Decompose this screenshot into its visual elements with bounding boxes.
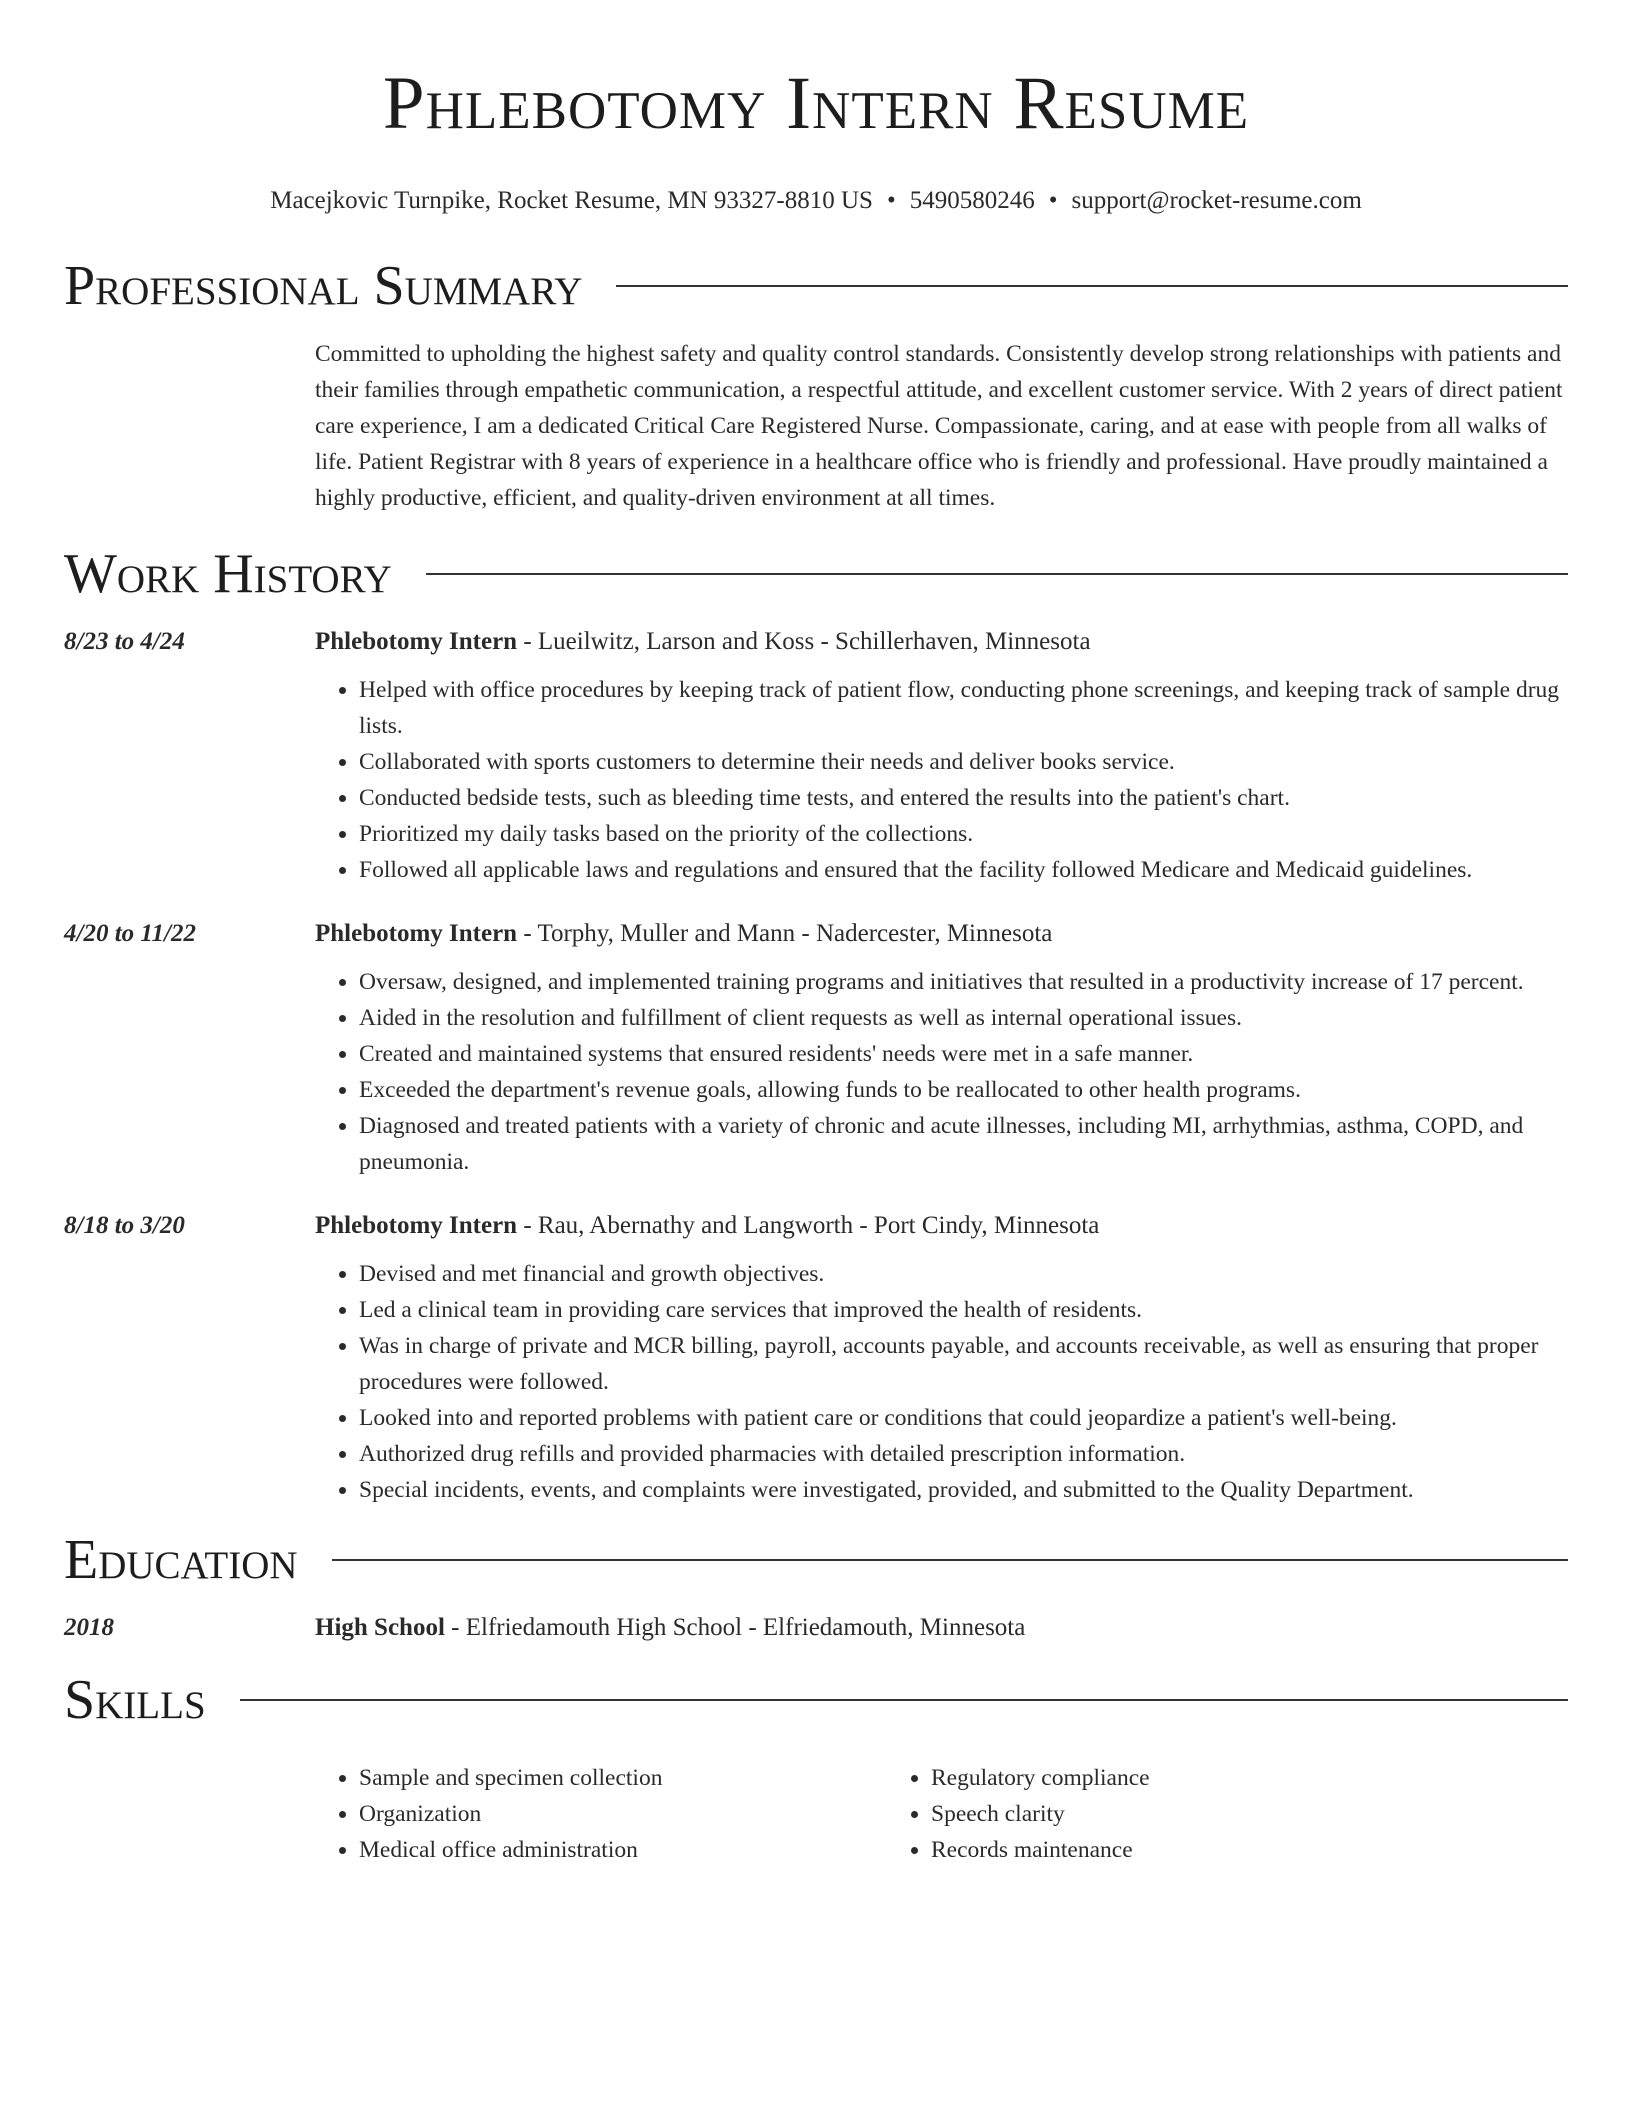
job-bullet: • Conducted bedside tests, such as bleeding time tests, and entered the results into the patient's chart. xyxy=(359,780,1568,816)
job-dates: 8/23 to 4/24 xyxy=(64,628,185,655)
job-entry xyxy=(64,920,1568,1180)
job-bullet: • Looked into and reported problems with patient care or conditions that could jeopardize a patient's well-being. xyxy=(359,1400,1568,1436)
contact-separator: • xyxy=(1048,187,1058,214)
work-section-header xyxy=(64,542,1568,606)
skill-item: • Organization xyxy=(359,1796,887,1832)
job-dates: 4/20 to 11/22 xyxy=(64,920,196,947)
job-header xyxy=(64,628,1568,656)
job-bullet: • Aided in the resolution and fulfillment of client requests as well as internal operational issues. xyxy=(359,1000,1568,1036)
job-title-line xyxy=(315,920,1052,948)
job-title-line xyxy=(315,1212,1099,1240)
education-entry xyxy=(64,1614,1568,1642)
job-bullet: • Helped with office procedures by keeping track of patient flow, conducting phone screenings, and keeping track of sample drug lists. xyxy=(359,672,1568,744)
skills-grid xyxy=(315,1760,1568,1868)
contact-separator: • xyxy=(886,187,896,214)
skill-item: • Regulatory compliance xyxy=(931,1760,1459,1796)
job-bullet: • Was in charge of private and MCR billing, payroll, accounts payable, and accounts receivable, as well as ensuring that proper procedures were followed. xyxy=(359,1328,1568,1400)
section-divider xyxy=(426,573,1568,575)
job-employer: - Lueilwitz, Larson and Koss - Schillerhaven, Minnesota xyxy=(517,628,1091,655)
skill-item: • Records maintenance xyxy=(931,1832,1459,1868)
job-dates: 8/18 to 3/20 xyxy=(64,1212,185,1239)
skill-item: • Medical office administration xyxy=(359,1832,887,1868)
job-bullet: • Led a clinical team in providing care services that improved the health of residents. xyxy=(359,1292,1568,1328)
summary-section-header xyxy=(64,254,1568,318)
job-bullet: • Oversaw, designed, and implemented training programs and initiatives that resulted in a productivity increase of 17 percent. xyxy=(359,964,1568,1000)
job-entry xyxy=(64,628,1568,888)
job-bullet: • Collaborated with sports customers to determine their needs and deliver books service. xyxy=(359,744,1568,780)
job-title: Phlebotomy Intern xyxy=(315,628,518,655)
contact-phone: 5490580246 xyxy=(909,187,1035,214)
education-section-header xyxy=(64,1528,1568,1592)
job-employer: - Rau, Abernathy and Langworth - Port Cindy, Minnesota xyxy=(517,1212,1100,1239)
education-school: - Elfriedamouth High School - Elfriedamouth, Minnesota xyxy=(444,1614,1026,1641)
job-header xyxy=(64,1212,1568,1240)
job-title-line xyxy=(315,628,1091,656)
summary-heading: Professional Summary xyxy=(64,255,583,317)
work-heading: Work History xyxy=(64,543,392,605)
section-divider xyxy=(616,285,1568,287)
contact-email: support@rocket-resume.com xyxy=(1071,187,1362,214)
job-entry xyxy=(64,1212,1568,1508)
job-bullets xyxy=(315,964,1568,1180)
skills-column-right xyxy=(887,1760,1459,1868)
education-line xyxy=(315,1614,1025,1642)
summary-text: Committed to upholding the highest safety and quality control standards. Consistently develop strong relationships with patients and their families through empathetic communication, a respectful attitude, and excellent customer service. With 2 years of direct patient care experience, I am a dedicated Critical Care Registered Nurse. Compassionate, caring, and at ease with people from all walks of life. Patient Registrar with 8 years of experience in a healthcare office who is friendly and professional. Have proudly maintained a highly productive, efficient, and quality-driven environment at all times. xyxy=(315,341,1563,511)
education-heading: Education xyxy=(64,1529,298,1591)
job-header xyxy=(64,920,1568,948)
section-divider xyxy=(332,1559,1568,1561)
job-bullet: • Created and maintained systems that ensured residents' needs were met in a safe manner. xyxy=(359,1036,1568,1072)
job-bullet: • Devised and met financial and growth objectives. xyxy=(359,1256,1568,1292)
skill-item: • Speech clarity xyxy=(931,1796,1459,1832)
contact-address: Macejkovic Turnpike, Rocket Resume, MN 93327-8810 US xyxy=(270,187,873,214)
job-bullets xyxy=(315,672,1568,888)
job-employer: - Torphy, Muller and Mann - Nadercester, Minnesota xyxy=(517,920,1053,947)
skills-section-header xyxy=(64,1668,1568,1732)
job-bullet: • Followed all applicable laws and regulations and ensured that the facility followed Medicare and Medicaid guidelines. xyxy=(359,852,1568,888)
education-year: 2018 xyxy=(64,1614,114,1641)
section-divider xyxy=(240,1699,1568,1701)
skills-column-left xyxy=(315,1760,887,1868)
job-title: Phlebotomy Intern xyxy=(315,920,518,947)
skills-heading: Skills xyxy=(64,1669,206,1731)
job-bullet: • Authorized drug refills and provided pharmacies with detailed prescription information. xyxy=(359,1436,1568,1472)
job-bullet: • Special incidents, events, and complaints were investigated, provided, and submitted to the Quality Department. xyxy=(359,1472,1568,1508)
skill-item: • Sample and specimen collection xyxy=(359,1760,887,1796)
resume-title: Phlebotomy Intern Resume xyxy=(382,62,1250,145)
contact-line xyxy=(64,184,1568,218)
education-degree: High School xyxy=(315,1614,445,1641)
job-bullet: • Exceeded the department's revenue goals, allowing funds to be reallocated to other health programs. xyxy=(359,1072,1568,1108)
job-bullet: • Prioritized my daily tasks based on the priority of the collections. xyxy=(359,816,1568,852)
job-title: Phlebotomy Intern xyxy=(315,1212,518,1239)
job-bullets xyxy=(315,1256,1568,1508)
job-bullet: • Diagnosed and treated patients with a variety of chronic and acute illnesses, including MI, arrhythmias, asthma, COPD, and pneumonia. xyxy=(359,1108,1568,1180)
